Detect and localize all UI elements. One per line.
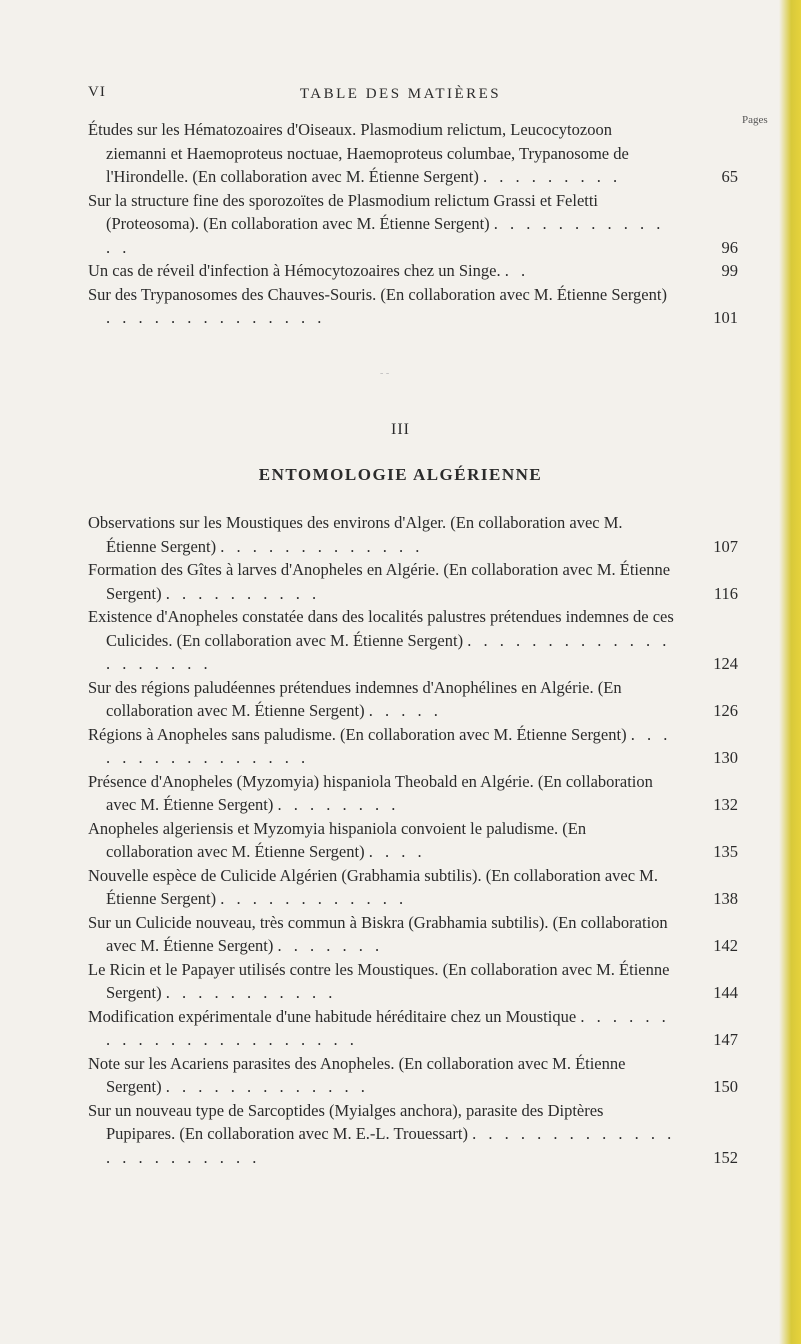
toc-entry-text: Existence d'Anopheles constatée dans des localités palustres prétendues indemnes de ces Culicides. (En collaboration avec M. Étienne Sergent) [88, 607, 674, 650]
dot-leaders: . . . . [368, 842, 426, 861]
toc-entry[interactable] [88, 605, 738, 676]
page-edge [779, 0, 801, 1344]
dot-leaders: . . . . . . . . [277, 795, 400, 814]
dot-leaders: . . . . . . . . . . . . . [220, 536, 424, 556]
toc-entry-text: Modification expérimentale d'une habitude héréditaire chez un Moustique [88, 1006, 577, 1026]
toc-entry-page: 99 [721, 261, 738, 280]
toc-entry[interactable] [88, 1005, 738, 1052]
dot-leaders: . . . . . . . . . . [165, 583, 321, 603]
toc-entry-text: Anopheles algeriensis et Myzomyia hispaniola convoient le paludisme. (En collaboration avec M. Étienne Sergent) [88, 818, 587, 861]
pages-column-label: Pages [742, 114, 768, 126]
dot-leaders: . . . . . . . . . [483, 167, 622, 186]
toc-entry[interactable] [88, 118, 738, 189]
toc-entry-page: 107 [713, 536, 738, 556]
ink-smudge: - - [380, 368, 390, 379]
toc-entry[interactable] [88, 558, 738, 605]
toc-entry-page: 150 [713, 1077, 738, 1096]
toc-entry-text: Nouvelle espèce de Culicide Algérien (Grabhamia subtilis). (En collaboration avec M. Étienne Sergent) [88, 865, 658, 908]
toc-entry-text: Sur des régions paludéennes prétendues indemnes d'Anophélines en Algérie. (En collaboration avec M. Étienne Sergent) [88, 677, 622, 720]
dot-leaders: . . [504, 261, 530, 280]
dot-leaders: . . . . . . . . . . . . . . . . . . . . . . [106, 1006, 670, 1049]
section-number: III [391, 421, 410, 438]
toc-entry-page: 135 [713, 842, 738, 861]
toc-entry-text: Un cas de réveil d'infection à Hémocytozoaires chez un Singe. [88, 261, 501, 280]
page-folio: VI [88, 84, 106, 100]
toc-entry-page: 126 [713, 701, 738, 720]
toc-block-2 [88, 511, 738, 1169]
dot-leaders: . . . . . . . . . . . . . [106, 214, 665, 257]
toc-entry-page: 124 [713, 654, 738, 673]
toc-entry[interactable] [88, 1052, 738, 1099]
toc-entry-page: 138 [713, 889, 738, 908]
toc-entry-page: 65 [721, 167, 738, 186]
toc-entry-page: 152 [713, 1147, 738, 1167]
toc-entry[interactable] [88, 283, 738, 330]
toc-entry-page: 144 [713, 983, 738, 1002]
toc-entry[interactable] [88, 723, 738, 770]
toc-entry[interactable] [88, 958, 738, 1005]
toc-entry-page: 130 [713, 748, 738, 767]
dot-leaders: . . . . . . . . . . . [165, 983, 337, 1002]
toc-entry[interactable] [88, 911, 738, 958]
toc-entry[interactable] [88, 511, 738, 558]
toc-entry[interactable] [88, 817, 738, 864]
toc-entry-page: 147 [713, 1030, 738, 1049]
dot-leaders: . . . . . . . . . . . . . . [106, 308, 326, 327]
toc-entry-page: 116 [713, 583, 738, 603]
toc-entry[interactable] [88, 864, 738, 911]
toc-entry-page: 142 [713, 936, 738, 955]
toc-entry-text: Régions à Anopheles sans paludisme. (En collaboration avec M. Étienne Sergent) [88, 724, 627, 744]
toc-entry[interactable] [88, 770, 738, 817]
toc-entry[interactable] [88, 189, 738, 260]
toc-entry-text: Sur un Culicide nouveau, très commun à Biskra (Grabhamia subtilis). (En collaboration avec M. Étienne Sergent) [88, 912, 668, 955]
toc-entry-page: 96 [721, 237, 738, 257]
toc-entry-text: Sur des Trypanosomes des Chauves-Souris. (En collaboration avec M. Étienne Sergent) [88, 284, 667, 304]
section-title: ENTOMOLOGIE ALGÉRIENNE [258, 465, 543, 484]
dot-leaders: . . . . . . . . . . . . . . . . . . . . . . . [106, 1124, 676, 1167]
dot-leaders: . . . . . . . . . . . . [220, 889, 408, 908]
toc-entry-page: 132 [713, 795, 738, 814]
toc-entry[interactable] [88, 259, 738, 283]
toc-entry-text: Sur la structure fine des sporozoïtes de Plasmodium relictum Grassi et Feletti (Proteosoma). (En collaboration avec M. Étienne Sergent) [88, 190, 599, 233]
toc-entry[interactable] [88, 676, 738, 723]
toc-entry-text: Note sur les Acariens parasites des Anopheles. (En collaboration avec M. Étienne Sergent) [88, 1053, 626, 1096]
toc-entry[interactable] [88, 1099, 738, 1170]
toc-entry-text: Présence d'Anopheles (Myzomyia) hispaniola Theobald en Algérie. (En collaboration avec M. Étienne Sergent) [88, 771, 653, 814]
dot-leaders: . . . . . . . . . . . . . . . . . . . . [106, 630, 671, 673]
toc-entry-text: Formation des Gîtes à larves d'Anopheles en Algérie. (En collaboration avec M. Étienne Sergent) [88, 560, 671, 603]
dot-leaders: . . . . . [368, 701, 442, 720]
dot-leaders: . . . . . . . . . . . . . . . . [106, 724, 672, 767]
toc-block-1 [88, 118, 738, 330]
toc-entry-page: 101 [713, 308, 738, 327]
toc-entry-text: Études sur les Hématozoaires d'Oiseaux. Plasmodium relictum, Leucocytozoon ziemanni et Haemoproteus noctuae, Haemoproteus columbae, Trypanosome de l'Hirondelle. (En collaboration avec M. Étienne Sergent) [88, 120, 629, 186]
toc-entry-text: Observations sur les Moustiques des environs d'Alger. (En collaboration avec M. Étienne Sergent) [88, 513, 623, 556]
running-title: TABLE DES MATIÈRES [299, 86, 502, 102]
dot-leaders: . . . . . . . [277, 936, 384, 955]
toc-entry-text: Le Ricin et le Papayer utilisés contre les Moustiques. (En collaboration avec M. Étienne Sergent) [88, 959, 670, 1002]
toc-entry-text: Sur un nouveau type de Sarcoptides (Myialges anchora), parasite des Diptères Pupipares. (En collaboration avec M. E.-L. Trouessart) [88, 1100, 604, 1143]
dot-leaders: . . . . . . . . . . . . . [165, 1077, 369, 1096]
